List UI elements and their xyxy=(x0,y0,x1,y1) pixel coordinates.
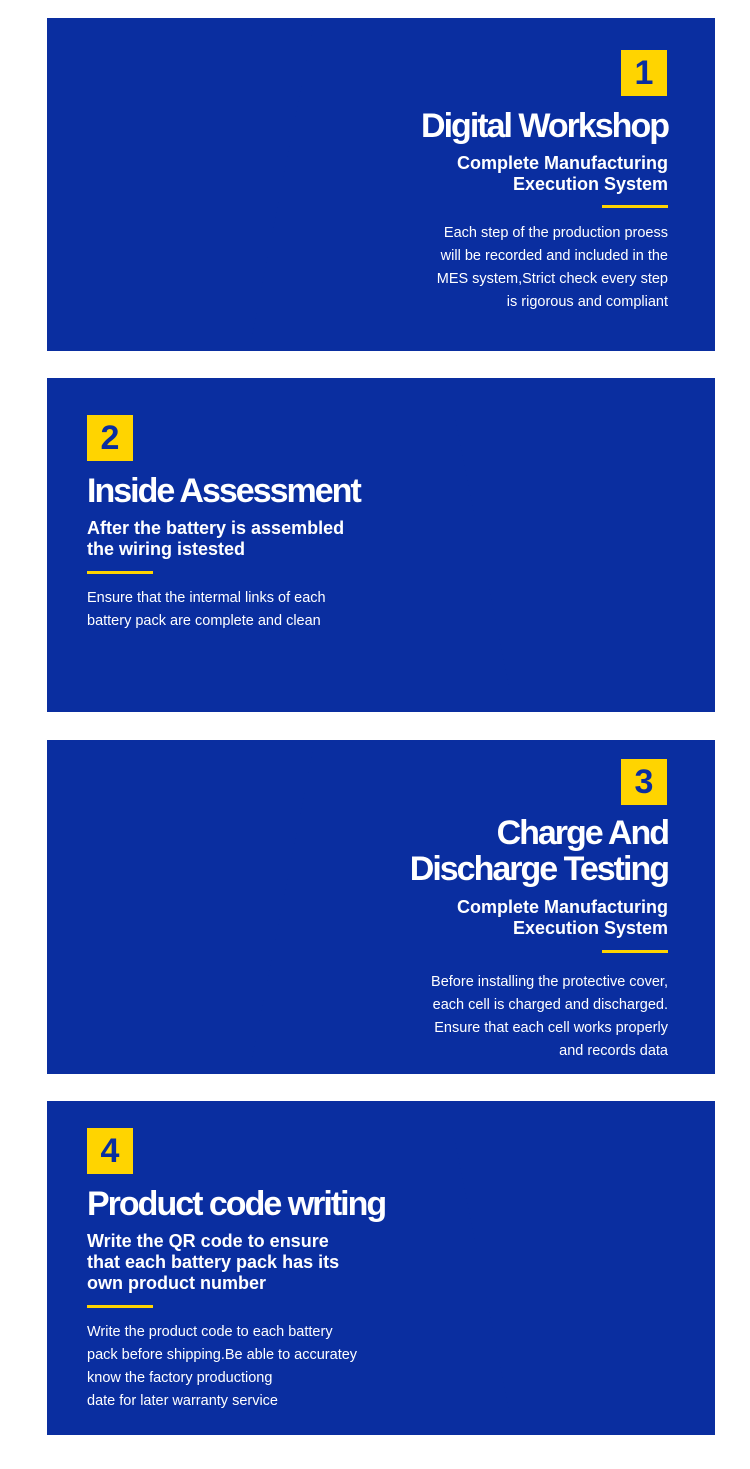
section-subtitle: After the battery is assembled the wiring istested xyxy=(87,518,345,559)
accent-rule xyxy=(602,205,668,208)
section-inside-assessment xyxy=(47,378,715,712)
section-title: Inside Assessment xyxy=(87,472,360,510)
section-digital-workshop xyxy=(47,18,715,351)
section-subtitle: Complete Manufacturing Execution System xyxy=(456,897,668,938)
step-number-badge: 1 xyxy=(621,50,667,96)
step-number-badge: 4 xyxy=(87,1128,133,1174)
section-description: Ensure that the intermal links of each battery pack are complete and clean xyxy=(87,590,326,629)
section-charge-discharge xyxy=(47,740,715,1074)
section-description: Write the product code to each battery pack before shipping.Be able to accuratey know the factory productiong date for later warranty service xyxy=(87,1324,358,1409)
section-title: Product code writing xyxy=(87,1185,386,1223)
section-subtitle: Complete Manufacturing Execution System xyxy=(456,153,668,194)
section-title: Digital Workshop xyxy=(421,107,668,145)
step-number-badge: 3 xyxy=(621,759,667,805)
accent-rule xyxy=(602,950,668,953)
section-product-code xyxy=(47,1101,715,1435)
section-description: Before installing the protective cover, each cell is charged and discharged. Ensure that each cell works properly and records data xyxy=(431,974,668,1059)
section-title: Charge And Discharge Testing xyxy=(409,814,668,888)
section-description: Each step of the production proess will be recorded and included in the MES system,Strict check every step is rigorous and compliant xyxy=(436,225,668,310)
accent-rule xyxy=(87,571,153,574)
step-number-badge: 2 xyxy=(87,415,133,461)
accent-rule xyxy=(87,1305,153,1308)
section-subtitle: Write the QR code to ensure that each battery pack has its own product number xyxy=(87,1231,340,1293)
